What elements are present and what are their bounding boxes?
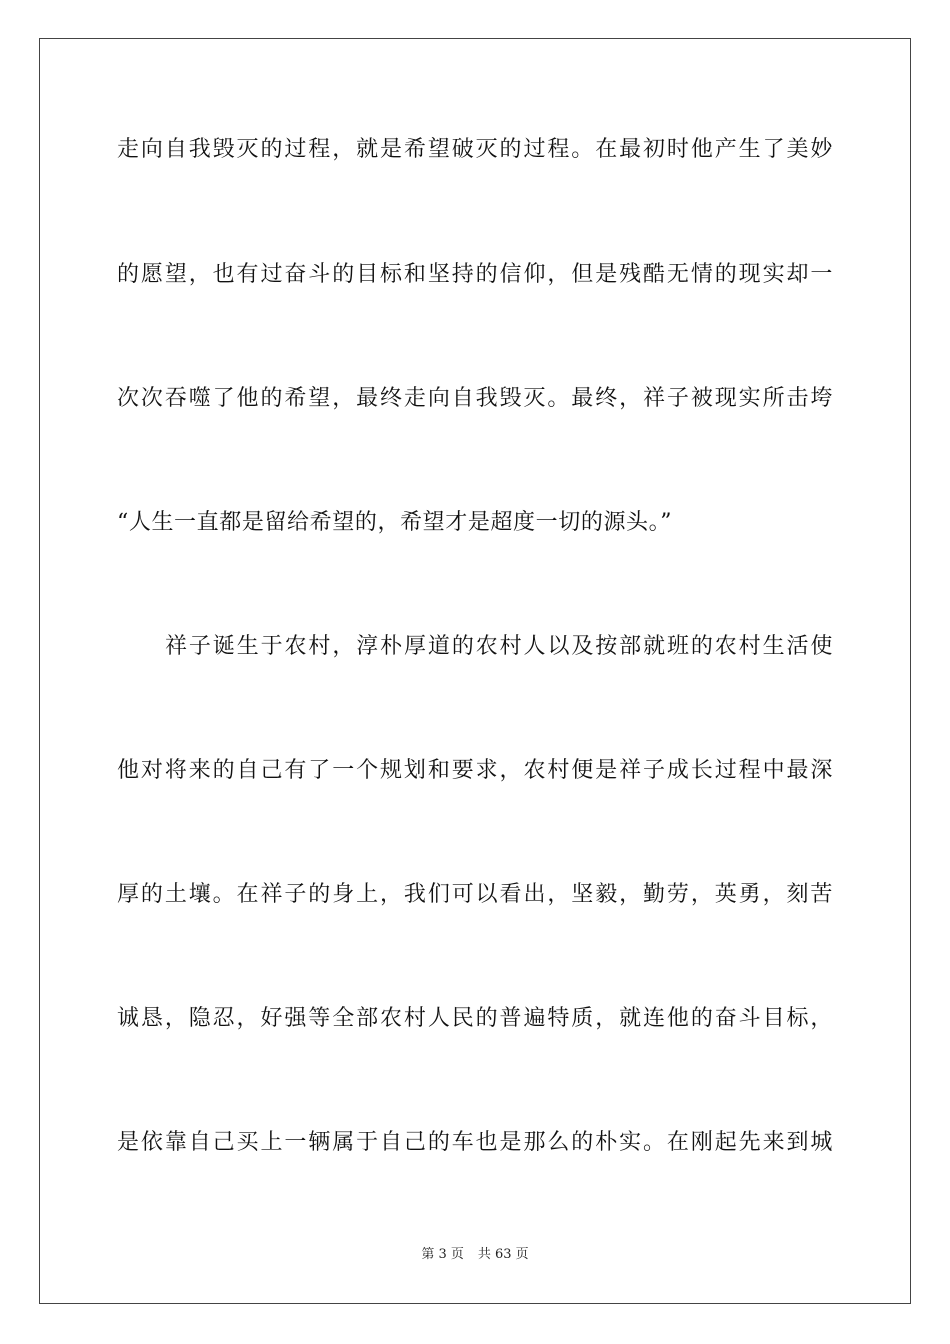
body-text-line: 走向自我毁灭的过程，就是希望破灭的过程。在最初时他产生了美妙: [117, 137, 833, 162]
body-text-line: 次次吞噬了他的希望，最终走向自我毁灭。最终，祥子被现实所击垮: [117, 386, 833, 411]
body-text-line: 是依靠自己买上一辆属于自己的车也是那么的朴实。在刚起先来到城: [117, 1130, 833, 1155]
page-footer: [0, 1246, 950, 1264]
body-text-line: 厚的土壤。在祥子的身上，我们可以看出，坚毅，勤劳，英勇，刻苦: [117, 882, 833, 907]
body-text-line: 诚恳，隐忍，好强等全部农村人民的普遍特质，就连他的奋斗目标，: [117, 1006, 833, 1031]
body-text-line: “人生一直都是留给希望的，希望才是超度一切的源头。”: [117, 510, 673, 535]
paragraph-first-line: 祥子诞生于农村，淳朴厚道的农村人以及按部就班的农村生活使: [165, 634, 833, 659]
page-total: 共 63 页: [477, 1247, 529, 1262]
body-text-line: 的愿望，也有过奋斗的目标和坚持的信仰，但是残酷无情的现实却一: [117, 262, 833, 287]
page-number: 第 3 页: [421, 1247, 464, 1262]
body-text-line: 他对将来的自己有了一个规划和要求，农村便是祥子成长过程中最深: [117, 758, 833, 783]
page-border: [39, 38, 911, 1304]
